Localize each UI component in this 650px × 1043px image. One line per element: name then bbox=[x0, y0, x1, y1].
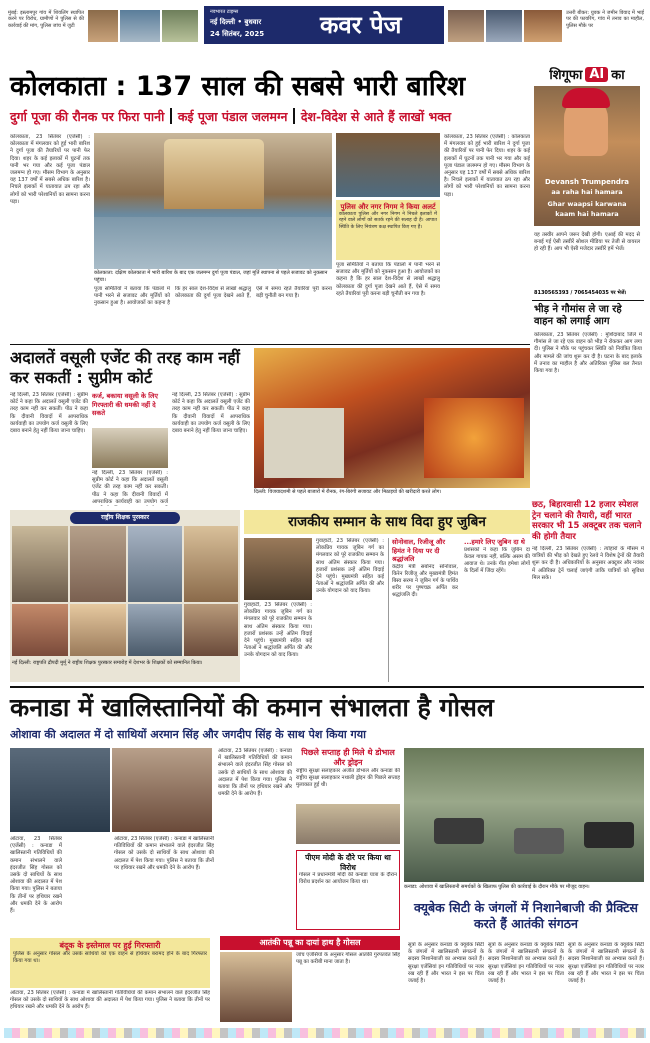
zubeen-quote-body: प्रशंसकों ने कहा कि जुबिन दा केवल गायक नहीं, बल्कि असम की आवाज थे। उनके गीत हमेशा लोगों के दिलों में जिंदा रहेंगे। bbox=[464, 546, 530, 575]
lead-subhead-1[interactable]: दुर्गा पूजा की रौनक पर फिरा पानी bbox=[10, 108, 165, 124]
alert-body: कोलकाता पुलिस और नगर निगम ने निचले इलाकों में रहने वाले लोगों को सतर्क रहने की सलाह दी है। आपात स्थिति के लिए नियंत्रण कक्ष स्थापित किए गए हैं। bbox=[339, 212, 437, 230]
promo-turban bbox=[562, 88, 610, 108]
canada-photo-left[interactable] bbox=[10, 748, 110, 832]
zubeen-quote-title[interactable]: ...हमारे लिए जुबिन दा थे bbox=[464, 538, 525, 546]
market-photo[interactable] bbox=[254, 348, 530, 488]
divider bbox=[10, 344, 530, 345]
page-title: कवर पेज bbox=[320, 11, 402, 39]
paper-name: नवभारत टाइम्स bbox=[210, 9, 239, 15]
pm-box-body: गोसल ने प्रधानमंत्री मोदी की कनाडा यात्रा के दौरान विरोध प्रदर्शन का आयोजन किया था। bbox=[299, 872, 397, 886]
zubeen-headline[interactable]: राजकीय सम्मान के साथ विदा हुए जुबिन bbox=[288, 514, 486, 530]
side-column bbox=[532, 62, 644, 502]
award-photo-6 bbox=[70, 604, 126, 656]
zubeen-headline-bar bbox=[244, 510, 530, 534]
promo-text: यह तस्वीर आपने जरूर देखी होगी। एआई की मदद से बनाई गई ऐसी तस्वीरें सोशल मीडिया पर तेजी से वायरल हो रही हैं। आप भी ऐसी मजेदार तस्वीरें हमें भेजें। bbox=[534, 232, 640, 253]
zubeen-quote bbox=[462, 538, 530, 682]
masthead-left-photo-3[interactable] bbox=[162, 10, 198, 42]
flower-stall bbox=[424, 398, 524, 478]
masthead-left-photo[interactable] bbox=[88, 10, 118, 42]
canada-photo-right[interactable] bbox=[404, 748, 644, 882]
lead-body-col-1: कोलकाता, 23 सितंबर (एजेंसी) : कोलकाता में मंगलवार को हुई भारी बारिश ने दुर्गा पूजा की तैयारियों पर पानी फेर दिया। शहर के कई इलाकों में घुटनों तक पानी भर गया और कई पूजा पंडाल जलमग्न हो गए। मौसम विभाग के अनुसार यह 137 वर्षों में सबसे अधिक बारिश है। निचले इलाकों में यातायात ठप रहा और लोगों को भारी परेशानियों का सामना करना पड़ा। bbox=[10, 134, 90, 205]
market-caption: दिल्ली: विजयादशमी से पहले बाजारों में रौनक, रंग-बिरंगी सजावट और मिठाइयों की खरीदारी करते लोग। bbox=[254, 489, 442, 495]
promo-suffix: का bbox=[611, 68, 625, 83]
alert-title[interactable]: पुलिस और नगर निगम ने किया अलर्ट bbox=[340, 203, 436, 211]
canada-photo-caption: कनाडा: ओशावा में खालिस्तानी समर्थकों के खिलाफ पुलिस की कार्रवाई के दौरान मौके पर मौजूद वाहन। bbox=[404, 884, 590, 890]
divider bbox=[10, 686, 644, 688]
train-body: नई दिल्ली, 23 सितंबर (एजेंसी) : त्योहारों के मौसम में यात्रियों की भीड़ को देखते हुए रेलवे ने विशेष ट्रेनों की तैयारी शुरू कर दी है। अधिकारियों के अनुसार अक्टूबर और नवंबर में अतिरिक्त ट्रेनें चलाई जाएंगी ताकि यात्रियों को सुविधा मिल सके। bbox=[532, 546, 644, 581]
quebec-body-2: सूत्रों के अनुसार कनाडा के क्यूबेक सिटी के जंगलों में खालिस्तानी संगठनों के सदस्य निशानेबाजी का अभ्यास करते हैं। सुरक्षा एजेंसियां इन गतिविधियों पर नजर रख रही हैं और भारत ने इस पर चिंता जताई है। bbox=[488, 942, 564, 985]
train-headline[interactable]: छठ, बिहारवासी 12 हजार स्पेशल ट्रेन चलाने की तैयारी, वहीं भारत सरकार भी 15 अक्टूबर तक चलाने की होगी तैयार bbox=[532, 500, 642, 542]
canada-headline[interactable]: कनाडा में खालिस्तानियों की कमान संभालता है गोसल bbox=[10, 693, 494, 722]
promo-line-4: kaam hai hamara bbox=[555, 210, 619, 218]
lead-subhead-2[interactable]: कई पूजा पंडाल जलमग्न bbox=[177, 108, 288, 124]
masthead-left-photo-2[interactable] bbox=[120, 10, 160, 42]
zubeen-box bbox=[388, 538, 458, 682]
terror-body: जांच एजेंसियों के अनुसार गोसल आतंकी गुरपतवंत सिंह पन्नू का करीबी माना जाता है। bbox=[296, 952, 400, 966]
lead-body-col-4: कोलकाता, 23 सितंबर (एजेंसी) : कोलकाता में मंगलवार को हुई भारी बारिश ने दुर्गा पूजा की तैयारियों पर पानी फेर दिया। शहर के कई इलाकों में घुटनों तक पानी भर गया और कई पूजा पंडाल जलमग्न हो गए। मौसम विभाग के अनुसार यह 137 वर्षों में सबसे अधिक बारिश है। निचले इलाकों में यातायात ठप रहा और लोगों को भारी परेशानियों का सामना करना पड़ा। bbox=[444, 134, 530, 198]
masthead-right-photo-2[interactable] bbox=[486, 10, 522, 42]
court-headline[interactable]: अदालतें वसूली एजेंट की तरह काम नहीं कर सकतीं : सुप्रीम कोर्ट bbox=[10, 348, 240, 387]
market-stall bbox=[264, 408, 344, 478]
canada-inset-title[interactable]: पिछले सप्ताह ही मिले थे डोभाल और ड्रोइन bbox=[301, 748, 395, 767]
court-sub-box bbox=[92, 392, 168, 426]
promo-line-1: Devansh Trumpendra bbox=[544, 178, 630, 186]
vehicle bbox=[434, 818, 484, 844]
terror-photo[interactable] bbox=[220, 952, 292, 1022]
terror-box bbox=[220, 936, 400, 950]
award-photo-3 bbox=[128, 526, 182, 602]
lead-photo-2[interactable] bbox=[336, 133, 440, 197]
masthead-right-teaser[interactable]: उत्तरी बीकर: युवक ने जमीन विवाद में भाई पर की फायरिंग, गांव में तनाव का माहौल, पुलिस मौके पर bbox=[566, 10, 644, 29]
award-photo-5 bbox=[12, 604, 68, 656]
award-photo-2 bbox=[70, 526, 126, 602]
promo-line-3: Ghar waapsi karwana bbox=[547, 200, 627, 208]
masthead-left-teaser[interactable]: मुंबई: इस्लामपुर गांव में शिवलिंग स्थापित करने पर विरोध, ग्रामीणों ने पुलिस से की कार्रवाई की मांग, पुलिस जांच में जुटी bbox=[8, 10, 84, 29]
terror-box-title[interactable]: आतंकी पन्नू का दायां हाथ है गोसल bbox=[259, 938, 361, 947]
divider bbox=[170, 108, 172, 124]
canada-inset-photo[interactable] bbox=[296, 804, 400, 844]
masthead-banner bbox=[204, 6, 444, 44]
vehicle bbox=[584, 822, 634, 848]
yellow-box-title[interactable]: बंदूक के इस्तेमाल पर हुई गिरफ्तारी bbox=[59, 941, 161, 950]
award-photo-1 bbox=[12, 526, 68, 602]
registration-strip bbox=[4, 1028, 646, 1038]
award-photo-8 bbox=[184, 604, 238, 656]
promo-header[interactable] bbox=[534, 64, 640, 84]
promo-badge: AI bbox=[585, 67, 608, 82]
canada-photo-center[interactable] bbox=[112, 748, 212, 832]
quebec-headline[interactable]: क्यूबेक सिटी के जंगलों में निशानेबाजी की प्रैक्टिस करते हैं आतंकी संगठन bbox=[414, 900, 638, 931]
award-caption: नई दिल्ली: राष्ट्रपति द्रौपदी मुर्मू ने राष्ट्रीय शिक्षक पुरस्कार समारोह में देशभर के शिक्षकों को सम्मानित किया। bbox=[12, 660, 203, 666]
zubeen-body-2: गुवाहाटी, 23 सितंबर (एजेंसी) : लोकप्रिय गायक जुबिन गर्ग का मंगलवार को पूरे राजकीय सम्मान के साथ अंतिम संस्कार किया गया। हजारों प्रशंसक उन्हें अंतिम विदाई देने पहुंचे। मुख्यमंत्री सहित कई नेताओं ने श्रद्धांजलि अर्पित की और उनके योगदान को याद किया। bbox=[316, 538, 384, 595]
side-story-headline[interactable]: भीड़ ने गौमांस ले जा रहे वाहन को लगाई आग bbox=[534, 304, 622, 327]
canada-body-3: ओटावा, 23 सितंबर (एजेंसी) : कनाडा में खालिस्तानी गतिविधियों की कमान संभालने वाले इंदरजीत सिंह गोसल को उसके दो साथियों के साथ ओशावा की अदालत में पेश किया गया। पुलिस ने बताया कि तीनों पर हथियार रखने और धमकी देने के आरोप हैं। bbox=[218, 748, 292, 798]
vehicle bbox=[514, 828, 564, 854]
award-banner bbox=[70, 512, 180, 524]
yellow-box-body: पुलिस के अनुसार गोसल और उसके साथियों को एक वाहन से हथियार बरामद होने के बाद गिरफ्तार किया गया था। bbox=[13, 951, 207, 965]
zubeen-photo[interactable] bbox=[244, 538, 312, 600]
canada-body-1: ओटावा, 23 सितंबर (एजेंसी) : कनाडा में खालिस्तानी गतिविधियों की कमान संभालने वाले इंदरजीत सिंह गोसल को उसके दो साथियों के साथ ओशावा की अदालत में पेश किया गया। पुलिस ने बताया कि तीनों पर हथियार रखने और धमकी देने के आरोप हैं। bbox=[10, 836, 62, 915]
promo-line-2: aa raha hai hamara bbox=[551, 188, 623, 196]
quebec-body-3: सूत्रों के अनुसार कनाडा के क्यूबेक सिटी के जंगलों में खालिस्तानी संगठनों के सदस्य निशानेबाजी का अभ्यास करते हैं। सुरक्षा एजेंसियां इन गतिविधियों पर नजर रख रही हैं और भारत ने इस पर चिंता जताई है। bbox=[568, 942, 644, 985]
quebec-body-1: सूत्रों के अनुसार कनाडा के क्यूबेक सिटी के जंगलों में खालिस्तानी संगठनों के सदस्य निशानेबाजी का अभ्यास करते हैं। सुरक्षा एजेंसियां इन गतिविधियों पर नजर रख रही हैं और भारत ने इस पर चिंता जताई है। bbox=[408, 942, 484, 985]
promo-title: शिगूफा bbox=[549, 68, 583, 83]
lead-subhead-3[interactable]: देश-विदेश से आते हैं लाखों भक्त bbox=[300, 108, 452, 124]
pm-box-title[interactable]: पीएम मोदी के दौरे पर किया था विरोध bbox=[305, 853, 391, 872]
side-story-body: कोलकाता, 23 सितंबर (एजेंसी) : मुर्शिदाबाद जिले में गौमांस ले जा रहे एक वाहन को भीड़ ने रोककर आग लगा दी। पुलिस ने मौके पर पहुंचकर स्थिति को नियंत्रित किया और मामले की जांच शुरू कर दी है। घटना के बाद इलाके में तनाव का माहौल है और अतिरिक्त पुलिस बल तैनात किया गया है। bbox=[534, 332, 642, 375]
lead-photo-caption: कोलकाता: दक्षिण कोलकाता में भारी बारिश के बाद एक जलमग्न दुर्गा पूजा पंडाल, जहां मूर्ति स्थापना से पहले सजावट को नुकसान पहुंचा। bbox=[94, 270, 328, 283]
court-photo[interactable] bbox=[92, 428, 168, 468]
masthead-right-photo-1[interactable] bbox=[448, 10, 484, 42]
zubeen-box-title[interactable]: सोनोवाल, रिजीजू और हिमंत ने दिया पर दी श्रद्धांजलि bbox=[392, 538, 446, 563]
lead-subheads bbox=[10, 105, 538, 127]
award-photo-7 bbox=[128, 604, 182, 656]
canada-inset-body: राष्ट्रीय सुरक्षा सलाहकार अजीत डोभाल और कनाडा की राष्ट्रीय सुरक्षा सलाहकार नथाली ड्रोइन की पिछले सप्ताह मुलाकात हुई थी। bbox=[296, 768, 400, 789]
award-photo-block[interactable] bbox=[10, 510, 240, 682]
lead-photo[interactable] bbox=[94, 133, 332, 269]
court-body-3: नई दिल्ली, 23 सितंबर (एजेंसी) : सुप्रीम कोर्ट ने कहा कि अदालतें वसूली एजेंट की तरह काम नहीं कर सकतीं। पीठ ने कहा कि दीवानी विवादों में आपराधिक कार्यवाही का उपयोग कर्ज वसूली के लिए दबाव बनाने हेतु नहीं किया जाना चाहिए। bbox=[172, 392, 250, 435]
divider bbox=[532, 300, 644, 301]
edition-date: 24 सितंबर, 2025 bbox=[210, 30, 265, 38]
masthead-right-photo-3[interactable] bbox=[524, 10, 562, 42]
lead-body-col-2: पूजा समितियों ने बताया कि पंडालों में पानी भरने से सजावट और मूर्तियों को नुकसान हुआ है। आयोजकों का कहना है कि हर साल देश-विदेश से लाखों श्रद्धालु कोलकाता की दुर्गा पूजा देखने आते हैं, ऐसे में समय रहते तैयारियां पूरी करना बड़ी चुनौती बन गया है। bbox=[94, 286, 332, 307]
lead-headline[interactable]: कोलकाता : 137 साल की सबसे भारी बारिश bbox=[10, 71, 466, 102]
alert-box bbox=[336, 200, 440, 260]
pm-box bbox=[296, 850, 400, 930]
lead-body-col-3: पूजा समितियों ने बताया कि पंडालों में पानी भरने से सजावट और मूर्तियों को नुकसान हुआ है। आयोजकों का कहना है कि हर साल देश-विदेश से लाखों श्रद्धालु कोलकाता की दुर्गा पूजा देखने आते हैं, ऐसे में समय रहते तैयारियां पूरी करना बड़ी चुनौती बन गया है। bbox=[336, 262, 440, 297]
promo-image[interactable] bbox=[534, 86, 640, 226]
canada-body-2: ओटावा, 23 सितंबर (एजेंसी) : कनाडा में खालिस्तानी गतिविधियों की कमान संभालने वाले इंदरजीत सिंह गोसल को उसके दो साथियों के साथ ओशावा की अदालत में पेश किया गया। पुलिस ने बताया कि तीनों पर हथियार रखने और धमकी देने के आरोप हैं। bbox=[114, 836, 214, 871]
canada-subhead[interactable]: ओशावा की अदालत में दो साथियों अरमान सिंह और जगदीप सिंह के साथ पेश किया गया bbox=[10, 728, 366, 741]
floodwater bbox=[94, 217, 332, 269]
award-photo-4 bbox=[184, 526, 238, 602]
yellow-box bbox=[10, 938, 210, 988]
court-body-2: नई दिल्ली, 23 सितंबर (एजेंसी) : सुप्रीम कोर्ट ने कहा कि अदालतें वसूली एजेंट की तरह काम नहीं कर सकतीं। पीठ ने कहा कि दीवानी विवादों में आपराधिक कार्यवाही का उपयोग कर्ज bbox=[92, 470, 168, 505]
canada-body-4: ओटावा, 23 सितंबर (एजेंसी) : कनाडा में खालिस्तानी गतिविधियों की कमान संभालने वाले इंदरजीत सिंह गोसल को उसके दो साथियों के साथ ओशावा की अदालत में पेश किया गया। पुलिस ने बताया कि तीनों पर हथियार रखने और धमकी देने के आरोप हैं। bbox=[10, 990, 210, 1011]
zubeen-body-1: गुवाहाटी, 23 सितंबर (एजेंसी) : लोकप्रिय गायक जुबिन गर्ग का मंगलवार को पूरे राजकीय सम्मान के साथ अंतिम संस्कार किया गया। हजारों प्रशंसक उन्हें अंतिम विदाई देने पहुंचे। मुख्यमंत्री सहित कई नेताओं ने श्रद्धांजलि अर्पित की और उनके योगदान को याद किया। bbox=[244, 602, 312, 659]
court-body-1: नई दिल्ली, 23 सितंबर (एजेंसी) : सुप्रीम कोर्ट ने कहा कि अदालतें वसूली एजेंट की तरह काम नहीं कर सकतीं। पीठ ने कहा कि दीवानी विवादों में आपराधिक कार्यवाही का उपयोग कर्ज वसूली के लिए दबाव बनाने हेतु नहीं किया जाना चाहिए। bbox=[10, 392, 88, 435]
zubeen-box-body: केंद्रीय मंत्री सर्बानंद सोनोवाल, किरेन रिजीजू और मुख्यमंत्री हिमंत बिस्व सरमा ने जुबिन गर्ग के पार्थिव शरीर पर पुष्पचक्र अर्पित कर श्रद्धांजलि दी। bbox=[392, 563, 458, 599]
award-banner-text: राष्ट्रीय शिक्षक पुरस्कार bbox=[100, 514, 150, 521]
promo-contact[interactable]: 8130565393 / 7065454035 पर भेजें। bbox=[534, 290, 627, 296]
court-sub-text[interactable]: कर्ज, बकाया वसूली के लिए गिरफ्तारी की धमकी नहीं दे सकते bbox=[92, 392, 158, 417]
canada-inset bbox=[296, 748, 400, 848]
edition-line: नई दिल्ली • बुधवार bbox=[210, 18, 262, 26]
masthead bbox=[4, 6, 646, 46]
pandal-structure bbox=[164, 139, 264, 209]
divider bbox=[293, 108, 295, 124]
